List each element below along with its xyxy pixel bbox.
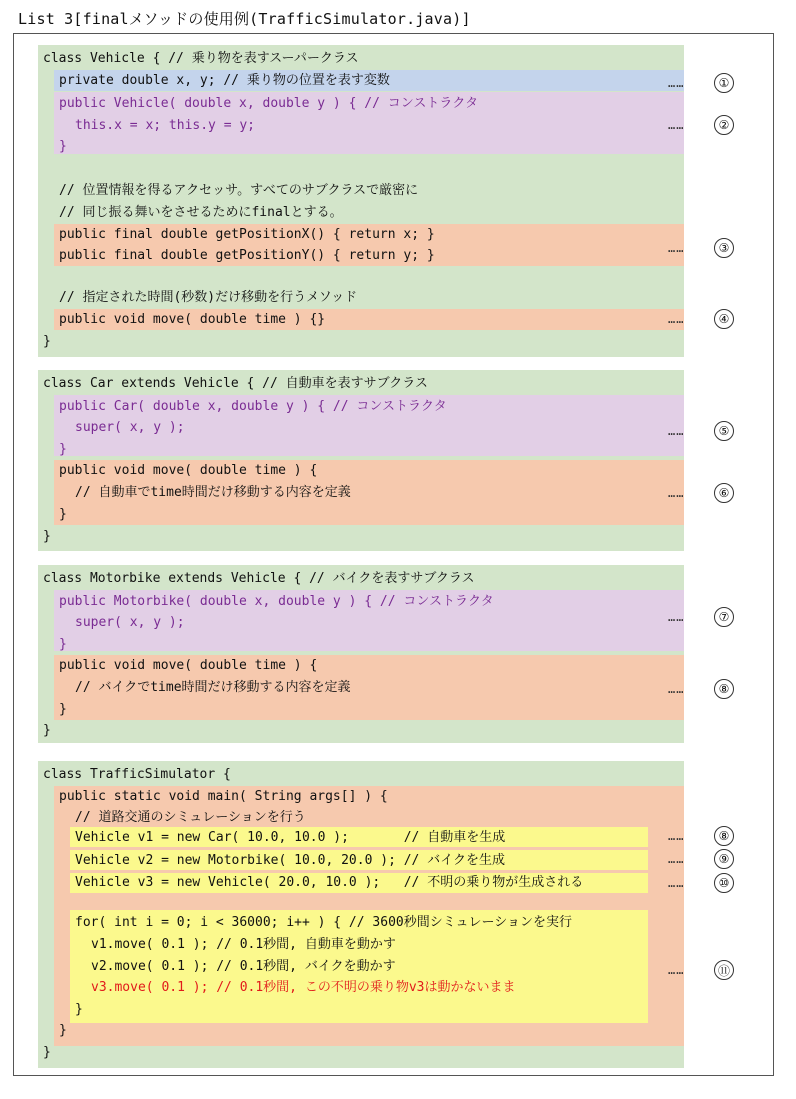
- code-line: }: [59, 442, 67, 457]
- callout-10: [668, 871, 778, 895]
- code-line: }: [43, 1045, 51, 1060]
- callout-4: [668, 307, 778, 331]
- code-line: }: [43, 723, 51, 738]
- leader-dots: ……: [668, 610, 685, 624]
- code-line: class Motorbike extends Vehicle { // バイクを表すサブクラス: [43, 571, 475, 586]
- callout-5: [668, 419, 778, 443]
- code-line: class TrafficSimulator {: [43, 767, 231, 782]
- code-comment: // 指定された時間(秒数)だけ移動を行うメソッド: [59, 290, 358, 305]
- callout-number: ⑥: [714, 483, 734, 503]
- callout-number: ②: [714, 115, 734, 135]
- leader-dots: ……: [668, 424, 685, 438]
- code-line: }: [59, 702, 67, 717]
- callout-9: [668, 847, 778, 871]
- code-line-warning: v3.move( 0.1 ); // 0.1秒間, この不明の乗り物v3は動かないまま: [91, 980, 516, 995]
- code-comment: // 位置情報を得るアクセッサ。すべてのサブクラスで厳密に: [59, 183, 419, 198]
- callout-number: ⑤: [714, 421, 734, 441]
- code-comment: // 自動車でtime時間だけ移動する内容を定義: [75, 485, 351, 500]
- code-line: for( int i = 0; i < 36000; i++ ) { // 3600秒間シミュレーションを実行: [75, 915, 572, 930]
- code-line: public void move( double time ) {}: [59, 312, 326, 327]
- code-line: public final double getPositionY() { return y; }: [59, 248, 435, 263]
- callout-number: ⑪: [714, 960, 734, 980]
- code-comment: // バイクでtime時間だけ移動する内容を定義: [75, 680, 351, 695]
- code-line: super( x, y );: [75, 420, 185, 435]
- leader-dots: ……: [668, 829, 685, 843]
- callout-7: [668, 605, 778, 629]
- callout-number: ③: [714, 238, 734, 258]
- code-line: super( x, y );: [75, 615, 185, 630]
- code-line: public Motorbike( double x, double y ) { // コンストラクタ: [59, 594, 494, 609]
- callout-number: ⑨: [714, 849, 734, 869]
- code-comment: // 同じ振る舞いをさせるためにfinalとする。: [59, 205, 343, 220]
- code-line: public void move( double time ) {: [59, 658, 318, 673]
- listing-title: List 3[finalメソッドの使用例(TrafficSimulator.java)]: [18, 10, 471, 28]
- callout-8: [668, 677, 778, 701]
- callout-6: [668, 481, 778, 505]
- leader-dots: ……: [668, 76, 685, 90]
- callout-11: [668, 958, 778, 982]
- callout-number: ①: [714, 73, 734, 93]
- callout-1: [668, 71, 778, 95]
- code-line: }: [59, 507, 67, 522]
- callout-number: ⑩: [714, 873, 734, 893]
- callout-number: ⑧: [714, 826, 734, 846]
- code-comment: // 道路交通のシミュレーションを行う: [75, 810, 306, 825]
- code-line: Vehicle v3 = new Vehicle( 20.0, 10.0 ); // 不明の乗り物が生成される: [75, 875, 584, 890]
- callout-8b: [668, 824, 778, 848]
- leader-dots: ……: [668, 241, 685, 255]
- code-line: v2.move( 0.1 ); // 0.1秒間, バイクを動かす: [91, 959, 396, 974]
- leader-dots: ……: [668, 118, 685, 132]
- callout-number: ⑧: [714, 679, 734, 699]
- code-line: this.x = x; this.y = y;: [75, 118, 256, 133]
- code-line: }: [59, 1023, 67, 1038]
- code-line: public static void main( String args[] ) {: [59, 789, 388, 804]
- leader-dots: ……: [668, 486, 685, 500]
- leader-dots: ……: [668, 963, 685, 977]
- leader-dots: ……: [668, 852, 685, 866]
- code-line: Vehicle v1 = new Car( 10.0, 10.0 ); // 自動車を生成: [75, 830, 506, 845]
- code-line: }: [43, 529, 51, 544]
- code-line: }: [59, 637, 67, 652]
- code-line: public Vehicle( double x, double y ) { // コンストラクタ: [59, 96, 479, 111]
- code-line: }: [43, 334, 51, 349]
- code-line: class Car extends Vehicle { // 自動車を表すサブクラス: [43, 376, 428, 391]
- leader-dots: ……: [668, 312, 685, 326]
- code-line: Vehicle v2 = new Motorbike( 10.0, 20.0 ); // バイクを生成: [75, 853, 505, 868]
- code-line: public Car( double x, double y ) { // コンストラクタ: [59, 399, 447, 414]
- code-line: }: [59, 139, 67, 154]
- callout-2: [668, 113, 778, 137]
- code-line: public void move( double time ) {: [59, 463, 318, 478]
- code-line: public final double getPositionX() { return x; }: [59, 227, 435, 242]
- callout-number: ④: [714, 309, 734, 329]
- leader-dots: ……: [668, 682, 685, 696]
- callout-3: [668, 236, 778, 260]
- code-line: class Vehicle { // 乗り物を表すスーパークラス: [43, 51, 359, 66]
- code-line: v1.move( 0.1 ); // 0.1秒間, 自動車を動かす: [91, 937, 396, 952]
- code-line: private double x, y; // 乗り物の位置を表す変数: [59, 73, 390, 88]
- callout-number: ⑦: [714, 607, 734, 627]
- code-line: }: [75, 1002, 83, 1017]
- leader-dots: ……: [668, 876, 685, 890]
